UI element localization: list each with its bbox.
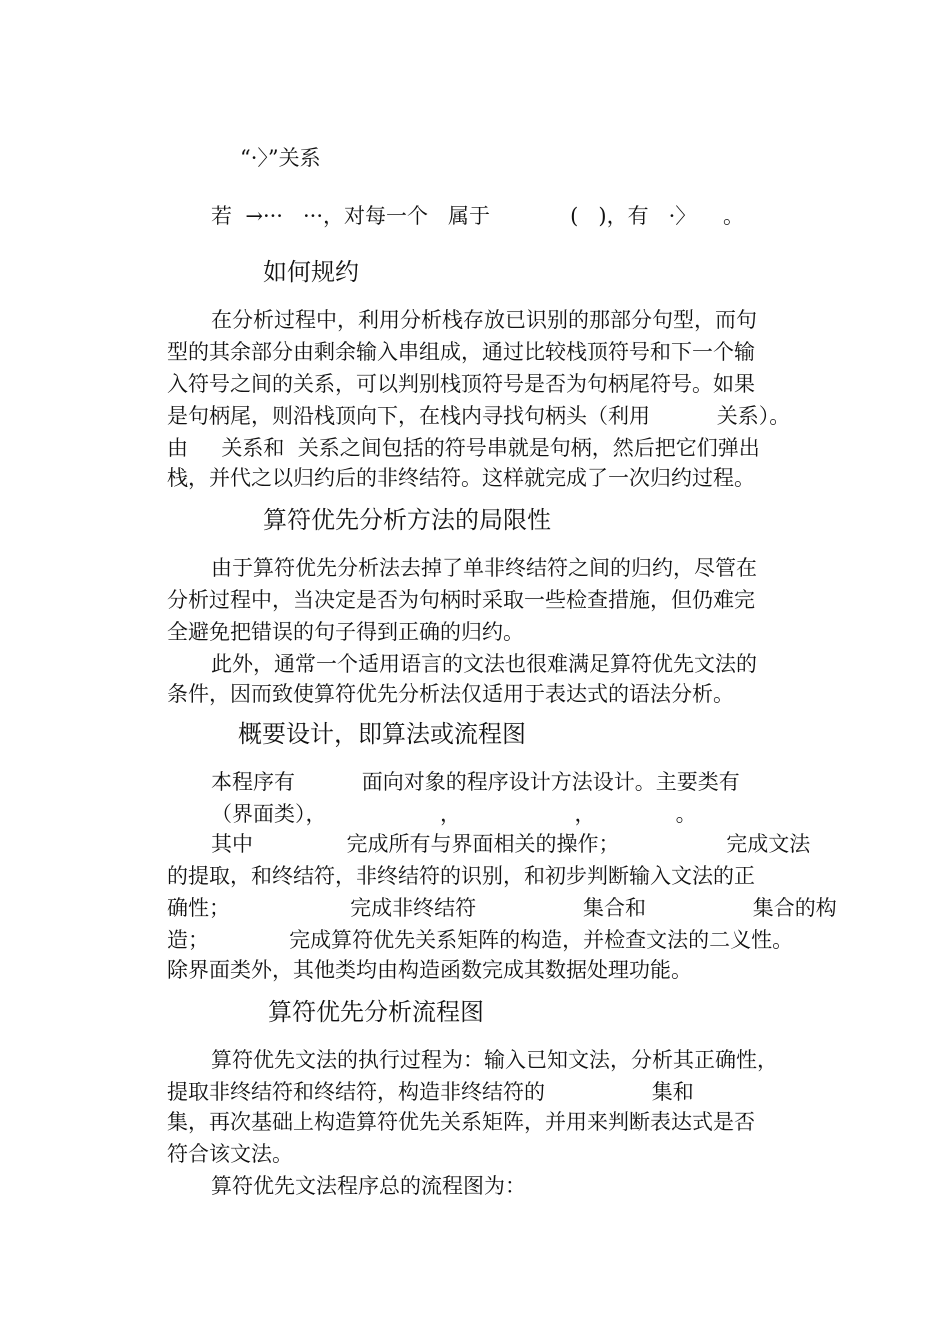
paragraph-line: 其中 完成所有与界面相关的操作； 完成文法 <box>211 832 811 856</box>
paragraph-line: 此外，通常一个适用语言的文法也很难满足算符优先文法的 <box>211 652 757 676</box>
paragraph-line: 分析过程中，当决定是否为句柄时采取一些检查措施，但仍难完 <box>167 588 755 612</box>
section-heading-design: 概要设计，即算法或流程图 <box>238 720 526 748</box>
paragraph-line: 确性； 完成非终结符 集合和 集合的构 <box>167 896 837 920</box>
paragraph-line: 算符优先文法的执行过程为：输入已知文法，分析其正确性， <box>211 1048 778 1072</box>
section-heading-limitations: 算符优先分析方法的局限性 <box>263 506 551 534</box>
paragraph-line: 集，再次基础上构造算符优先关系矩阵，并用来判断表达式是否 <box>167 1110 755 1134</box>
relation-definition: 若 →··· ···，对每一个 属于 ( )，有 ·〉 。 <box>211 204 744 228</box>
paragraph-line: 造； 完成算符优先关系矩阵的构造，并检查文法的二义性。 <box>167 928 794 952</box>
paragraph-line: 符合该文法。 <box>167 1142 293 1166</box>
paragraph-line: 的提取，和终结符，非终结符的识别，和初步判断输入文法的正 <box>167 864 755 888</box>
paragraph-line: 由 关系和 关系之间包括的符号串就是句柄，然后把它们弹出 <box>167 436 760 460</box>
paragraph-line: 入符号之间的关系，可以判别栈顶符号是否为句柄尾符号。如果 <box>167 372 755 396</box>
paragraph-line: 本程序有 面向对象的程序设计方法设计。主要类有 <box>211 770 740 794</box>
relation-heading: “·〉”关系 <box>240 146 321 170</box>
paragraph-line: 全避免把错误的句子得到正确的归约。 <box>167 620 524 644</box>
section-heading-flowchart: 算符优先分析流程图 <box>268 998 484 1026</box>
paragraph-line: 条件，因而致使算符优先分析法仅适用于表达式的语法分析。 <box>167 682 734 706</box>
paragraph-line: 由于算符优先分析法去掉了单非终结符之间的归约，尽管在 <box>211 556 757 580</box>
paragraph-line: 是句柄尾，则沿栈顶向下，在栈内寻找句柄头（利用 关系）。 <box>167 404 791 428</box>
paragraph-line: 型的其余部分由剩余输入串组成，通过比较栈顶符号和下一个输 <box>167 340 755 364</box>
paragraph-line: 算符优先文法程序总的流程图为： <box>211 1174 526 1198</box>
paragraph-line: （界面类）， ， ， 。 <box>211 802 697 826</box>
paragraph-line: 除界面类外，其他类均由构造函数完成其数据处理功能。 <box>167 958 692 982</box>
paragraph-line: 在分析过程中，利用分析栈存放已识别的那部分句型，而句 <box>211 308 757 332</box>
section-heading-reduction: 如何规约 <box>263 258 359 286</box>
paragraph-line: 提取非终结符和终结符，构造非终结符的 集和 <box>167 1080 694 1104</box>
paragraph-line: 栈，并代之以归约后的非终结符。这样就完成了一次归约过程。 <box>167 466 755 490</box>
